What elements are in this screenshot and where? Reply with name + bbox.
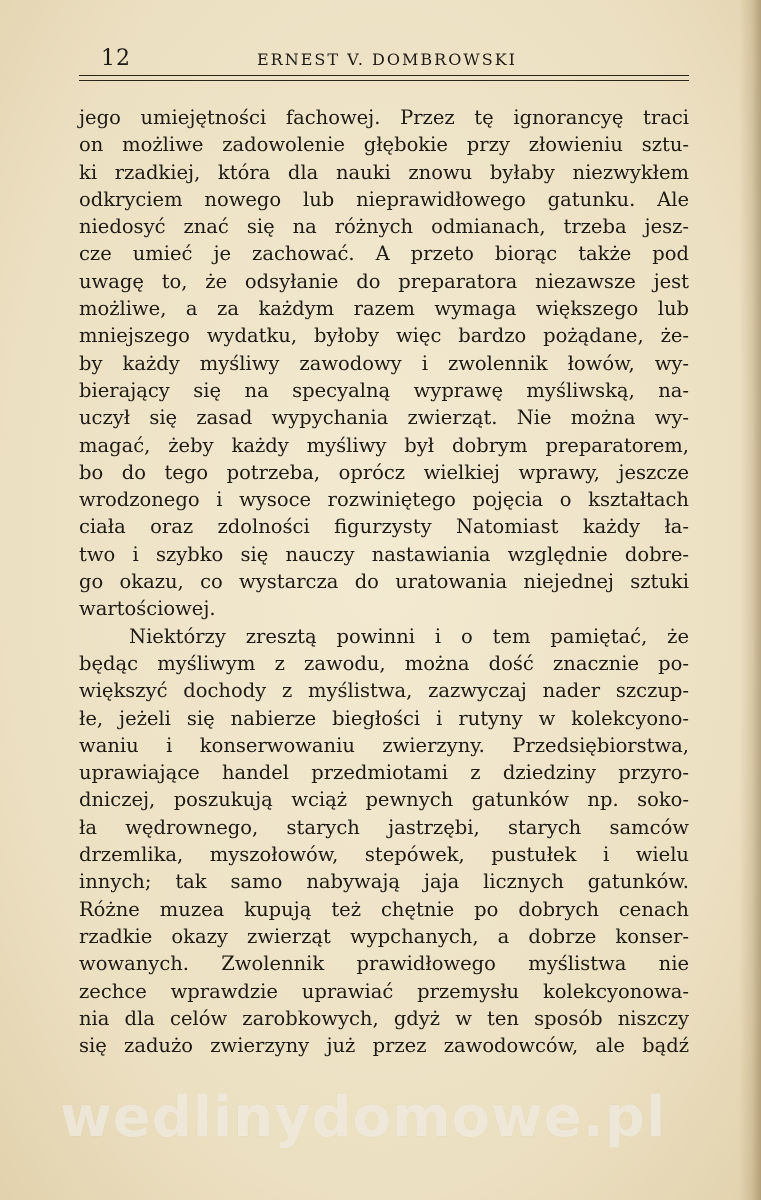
text-line: wrodzonego i wysoce rozwiniętego pojęcia o kształtach <box>79 488 689 512</box>
text-line: ła wędrownego, starych jastrzębi, starych samców <box>79 815 689 839</box>
text-line: innych; tak samo nabywają jaja licznych gatunków. <box>79 870 689 894</box>
text-line: możliwe, a za każdym razem wymaga większego lub <box>79 297 689 321</box>
text-line: bierający się na specyalną wyprawę myśliwską, na- <box>79 378 689 402</box>
paragraph-2 <box>79 623 689 1060</box>
text-line: drzemlika, myszołowów, stepówek, pustułek i wielu <box>79 843 689 867</box>
running-head: ERNEST V. DOMBROWSKI <box>257 50 517 69</box>
watermark: wedlinydomowe.pl <box>60 1085 667 1150</box>
text-line: odkryciem nowego lub nieprawidłowego gatunku. Ale <box>79 187 689 211</box>
page-header <box>79 44 689 76</box>
text-line: uwagę to, że odsyłanie do preparatora niezawsze jest <box>79 269 689 293</box>
text-line: jego umiejętności fachowej. Przez tę ignorancyę traci <box>79 106 689 129</box>
text-line: uprawiające handel przedmiotami z dziedziny przyro- <box>79 761 689 785</box>
text-line: się zadużo zwierzyny już przez zawodowców, ale bądź <box>79 1034 689 1058</box>
text-line: będąc myśliwym z zawodu, można dość znacznie po- <box>79 651 689 675</box>
text-line: go okazu, co wystarcza do uratowania niejednej sztuki <box>79 570 689 594</box>
text-line: bo do tego potrzeba, oprócz wielkiej wprawy, jeszcze <box>79 460 689 484</box>
text-line: nia dla celów zarobkowych, gdyż w ten sposób niszczy <box>79 1006 689 1030</box>
text-line: Niektórzy zresztą powinni i o tem pamiętać, że <box>129 624 689 648</box>
text-line: zechce wprawdzie uprawiać przemysłu kolekcyonowa- <box>79 979 689 1003</box>
page-edge-shadow <box>739 0 761 1200</box>
text-line: ki rzadkiej, która dla nauki znowu byłaby niezwykłem <box>79 160 689 184</box>
text-line: ciała oraz zdolności figurzysty Natomiast każdy ła- <box>79 515 689 539</box>
text-line: mniejszego wydatku, byłoby więc bardzo pożądane, że- <box>79 324 689 348</box>
text-line: dniczej, poszukują wciąż pewnych gatunków np. soko- <box>79 788 689 812</box>
text-line: łe, jeżeli się nabierze biegłości i rutyny w kolekcyono- <box>79 706 689 730</box>
text-line: wowanych. Zwolennik prawidłowego myślistwa nie <box>79 952 689 976</box>
header-rule-bottom <box>79 80 689 81</box>
text-line: by każdy myśliwy zawodowy i zwolennik łowów, wy- <box>79 351 689 375</box>
text-line: magać, żeby każdy myśliwy był dobrym preparatorem, <box>79 433 689 457</box>
text-line: Różne muzea kupują też chętnie po dobrych cenach <box>79 897 689 921</box>
text-line: większyć dochody z myślistwa, zazwyczaj nader szczup- <box>79 679 689 703</box>
text-line: on możliwe zadowolenie głębokie przy złowieniu sztu- <box>79 133 689 157</box>
paragraph-1 <box>79 104 689 623</box>
body-text <box>79 104 689 1059</box>
text-line: waniu i konserwowaniu zwierzyny. Przedsiębiorstwa, <box>79 733 689 757</box>
header-rule-top <box>79 75 689 76</box>
text-line: uczył się zasad wypychania zwierząt. Nie można wy- <box>79 406 689 430</box>
text-line: niedosyć znać się na różnych odmianach, trzeba jesz- <box>79 215 689 239</box>
page-number: 12 <box>101 46 131 71</box>
text-line: two i szybko się nauczy nastawiania względnie dobre- <box>79 542 689 566</box>
text-line: wartościowej. <box>79 597 216 621</box>
text-line: rzadkie okazy zwierząt wypchanych, a dobrze konser- <box>79 924 689 948</box>
text-line: cze umieć je zachować. A przeto biorąc także pod <box>79 242 689 266</box>
